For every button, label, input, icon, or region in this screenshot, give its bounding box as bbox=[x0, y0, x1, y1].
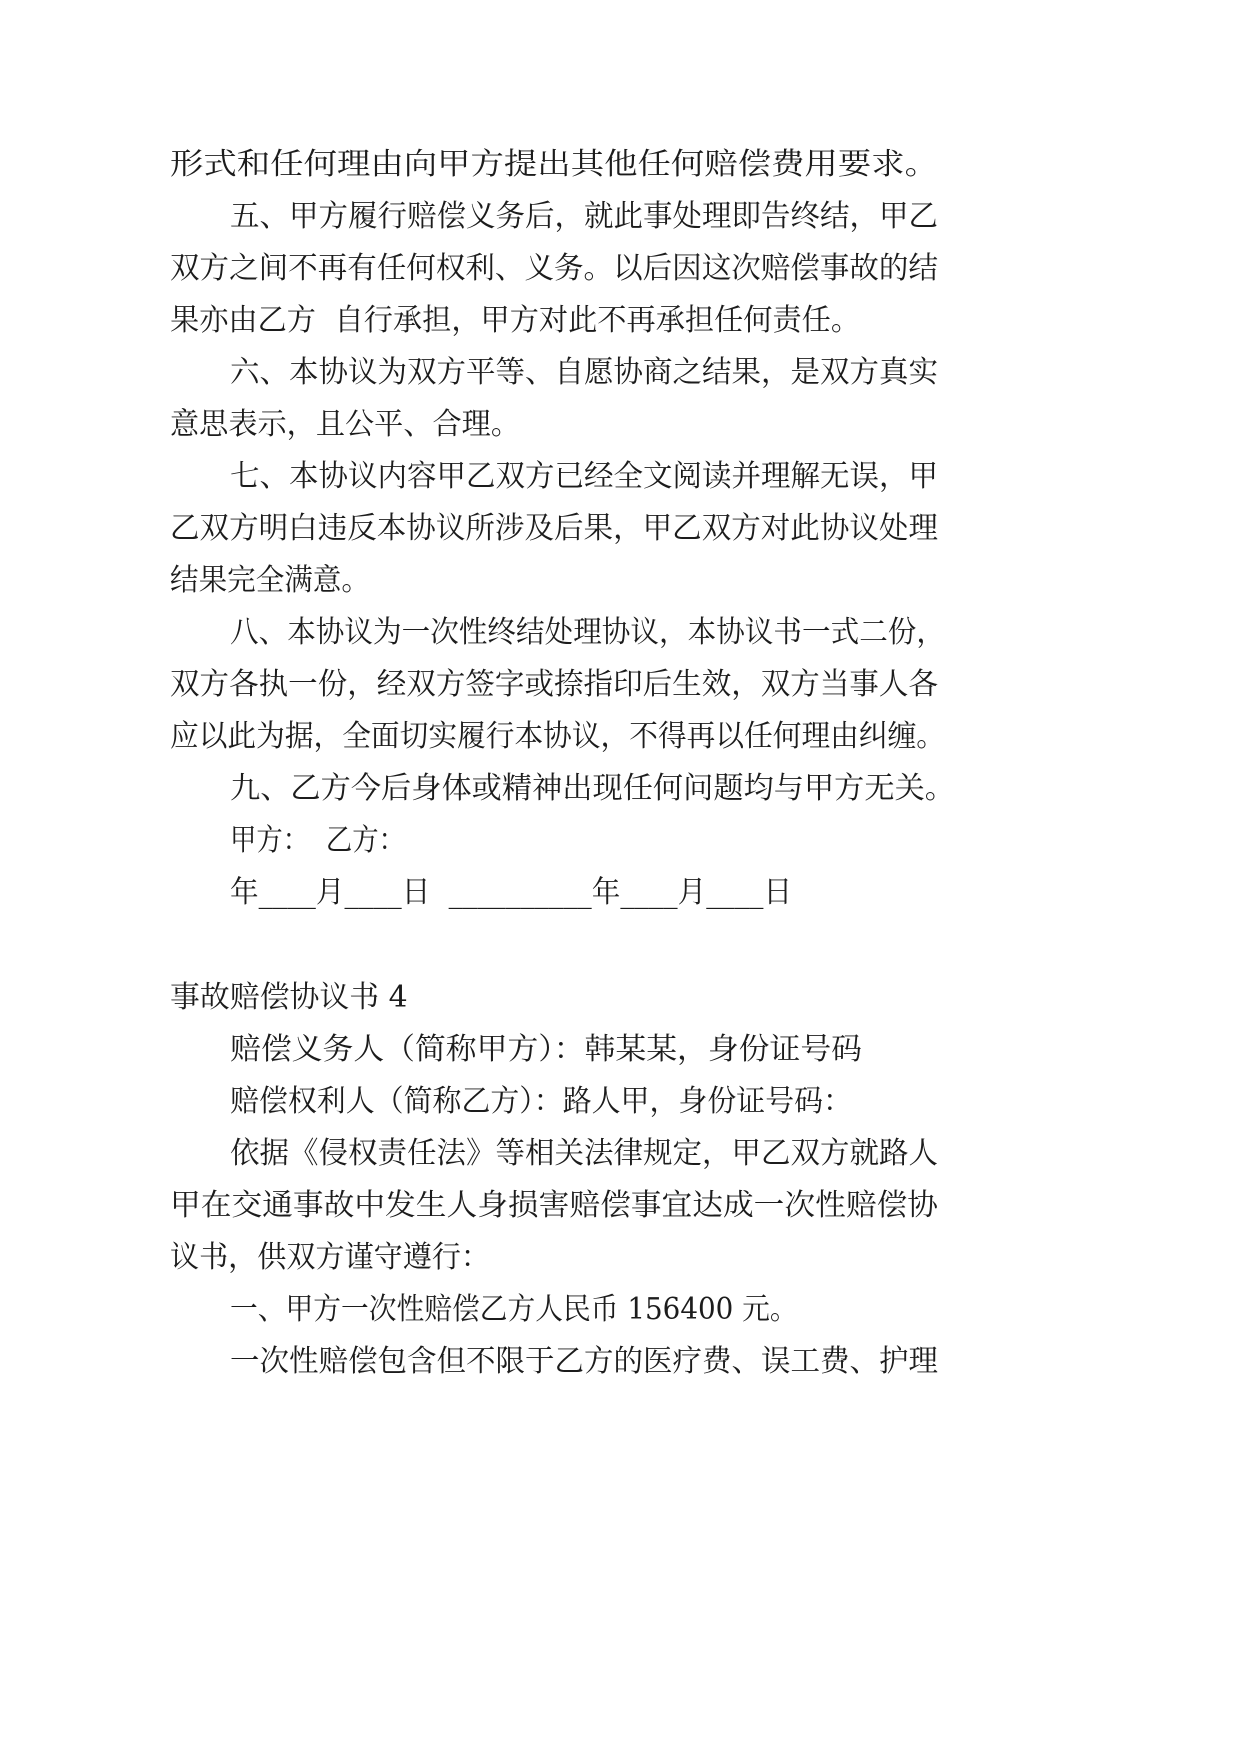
text-line: 五、甲方履行赔偿义务后，就此事处理即告终结，甲乙 bbox=[230, 199, 938, 234]
text-line: 双方之间不再有任何权利、义务。以后因这次赔偿事故的结 bbox=[170, 251, 938, 286]
text-line: 九、乙方今后身体或精神出现任何问题均与甲方无关。 bbox=[230, 771, 955, 806]
text-line: 八、本协议为一次性终结处理协议，本协议书一式二份， bbox=[230, 615, 945, 650]
text-line: 结果完全满意。 bbox=[170, 563, 370, 598]
signature-labels: 甲方： 乙方： bbox=[230, 823, 406, 858]
text-line: 赔偿权利人（简称乙方）：路人甲，身份证号码： bbox=[230, 1084, 852, 1119]
text-line: 应以此为据，全面切实履行本协议，不得再以任何理由纠缠。 bbox=[170, 719, 945, 754]
date-line: 年____月____日 __________年____月____日 bbox=[230, 875, 793, 910]
text-line: 议书，供双方谨守遵行： bbox=[170, 1240, 490, 1275]
text-line: 双方各执一份，经双方签字或捺指印后生效，双方当事人各 bbox=[170, 667, 938, 702]
section-title: 事故赔偿协议书 4 bbox=[170, 980, 408, 1015]
text-line: 意思表示，且公平、合理。 bbox=[170, 407, 520, 442]
text-line: 七、本协议内容甲乙双方已经全文阅读并理解无误，甲 bbox=[230, 459, 938, 494]
text-line: 果亦由乙方 自行承担，甲方对此不再承担任何责任。 bbox=[170, 303, 861, 338]
text-line: 六、本协议为双方平等、自愿协商之结果，是双方真实 bbox=[230, 355, 938, 390]
text-line: 一次性赔偿包含但不限于乙方的医疗费、误工费、护理 bbox=[230, 1344, 938, 1379]
text-line: 依据《侵权责任法》等相关法律规定，甲乙双方就路人 bbox=[230, 1136, 938, 1171]
text-line: 一、甲方一次性赔偿乙方人民币 156400 元。 bbox=[230, 1292, 798, 1327]
text-line: 形式和任何理由向甲方提出其他任何赔偿费用要求。 bbox=[170, 147, 938, 182]
text-line: 赔偿义务人（简称甲方）：韩某某，身份证号码 bbox=[230, 1032, 862, 1067]
text-line: 甲在交通事故中发生人身损害赔偿事宜达成一次性赔偿协 bbox=[170, 1188, 939, 1223]
text-line: 乙双方明白违反本协议所涉及后果，甲乙双方对此协议处理 bbox=[170, 511, 938, 546]
